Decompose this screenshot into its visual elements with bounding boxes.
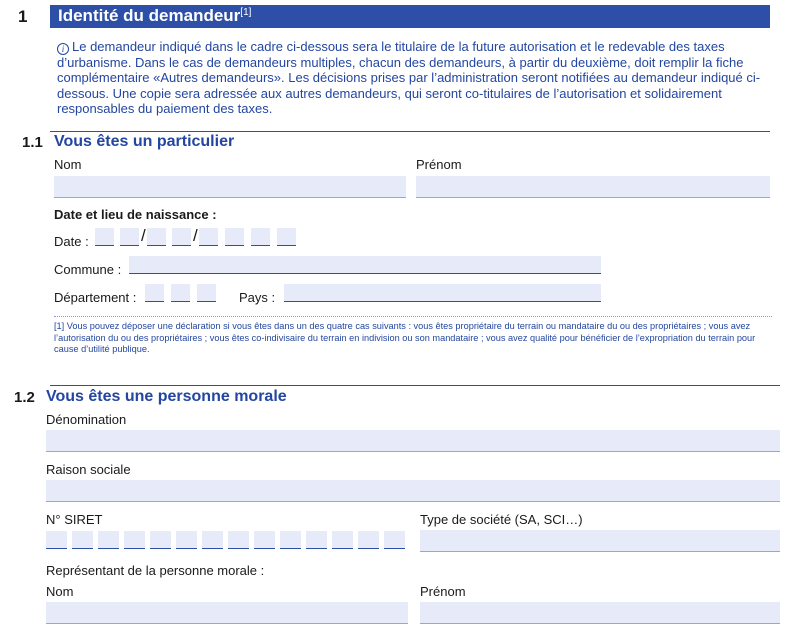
denomination-label: Dénomination	[46, 412, 127, 427]
nom-label: Nom	[54, 157, 82, 172]
representant-nom-field[interactable]	[46, 602, 408, 624]
particulier-nom-field[interactable]	[54, 176, 406, 198]
raison-sociale-label: Raison sociale	[46, 462, 131, 477]
date-year-box-2[interactable]	[225, 228, 244, 246]
commune-label: Commune :	[54, 262, 122, 277]
type-societe-label: Type de société (SA, SCI…)	[420, 512, 583, 527]
siret-box[interactable]	[306, 531, 327, 549]
subsection-title-particulier: Vous êtes un particulier	[54, 133, 235, 150]
section-title: Identité du demandeur	[58, 6, 241, 25]
siret-box[interactable]	[332, 531, 353, 549]
siret-box[interactable]	[72, 531, 93, 549]
prenom-label: Prénom	[416, 157, 462, 172]
siret-box[interactable]	[176, 531, 197, 549]
particulier-prenom-field[interactable]	[416, 176, 770, 198]
representant-nom-label: Nom	[46, 584, 74, 599]
subsection-number-1-1: 1.1	[22, 134, 43, 151]
denomination-field[interactable]	[46, 430, 780, 452]
footnote-text: [1] Vous pouvez déposer une déclaration si vous êtes dans un des quatre cas suivants : vous êtes propriétaire du terrain ou mandataire du ou des propriétaires ; vous avez l’autorisation du ou des propriétaires ; vous êtes co-indivisaire du terrain en indivision ou son mandataire ; vous avez qualité pour bénéficier de l’expropriation du terrain pour cause d’utilité publique.	[54, 321, 756, 354]
representant-prenom-label: Prénom	[420, 584, 466, 599]
info-icon: i	[57, 43, 69, 55]
divider-1-2	[50, 385, 780, 386]
date-year-box-4[interactable]	[277, 228, 296, 246]
intro-text: Le demandeur indiqué dans le cadre ci-dessous sera le titulaire de la future autorisation et le redevable des taxes d’urbanisme. Dans le cas de demandeurs multiples, chacun des demandeurs, à partir du deuxième, doit remplir la fiche complémentaire «Autres demandeurs». Les décisions prises par l’administration seront notifiées au demandeur indiqué ci-dessous. Une copie sera adressée aux autres demandeurs, qui seront co-titulaires de l’autorisation et solidairement responsables du paiement des taxes.	[57, 39, 761, 117]
representant-prenom-field[interactable]	[420, 602, 780, 624]
departement-label: Département :	[54, 290, 137, 305]
divider-1-1	[50, 131, 770, 132]
date-separator: /	[193, 226, 198, 245]
naissance-heading: Date et lieu de naissance :	[54, 207, 217, 222]
date-day-box-1[interactable]	[95, 228, 114, 246]
date-day-box-2[interactable]	[120, 228, 139, 246]
type-societe-field[interactable]	[420, 530, 780, 552]
departement-box-2[interactable]	[171, 284, 190, 302]
siret-box[interactable]	[150, 531, 171, 549]
pays-field[interactable]	[284, 284, 601, 302]
footnote-ref[interactable]: [1]	[240, 7, 252, 18]
siret-box[interactable]	[228, 531, 249, 549]
section-title-bar	[50, 5, 770, 28]
departement-box-3[interactable]	[197, 284, 216, 302]
date-label: Date :	[54, 234, 89, 249]
departement-box-1[interactable]	[145, 284, 164, 302]
siret-box[interactable]	[358, 531, 379, 549]
siret-label: N° SIRET	[46, 512, 103, 527]
date-separator: /	[141, 226, 146, 245]
date-month-box-2[interactable]	[172, 228, 191, 246]
commune-field[interactable]	[129, 256, 601, 274]
raison-sociale-field[interactable]	[46, 480, 780, 502]
siret-box[interactable]	[202, 531, 223, 549]
siret-box[interactable]	[254, 531, 275, 549]
intro-notice	[57, 39, 771, 117]
subsection-number-1-2: 1.2	[14, 389, 35, 406]
siret-box[interactable]	[384, 531, 405, 549]
date-year-box-1[interactable]	[199, 228, 218, 246]
siret-box[interactable]	[46, 531, 67, 549]
siret-box[interactable]	[280, 531, 301, 549]
date-month-box-1[interactable]	[147, 228, 166, 246]
representant-label: Représentant de la personne morale :	[46, 563, 265, 578]
subsection-title-morale: Vous êtes une personne morale	[46, 388, 287, 405]
date-year-box-3[interactable]	[251, 228, 270, 246]
siret-box[interactable]	[124, 531, 145, 549]
pays-label: Pays :	[239, 290, 276, 305]
siret-box[interactable]	[98, 531, 119, 549]
section-number: 1	[18, 7, 28, 26]
footnote-divider	[54, 316, 772, 317]
